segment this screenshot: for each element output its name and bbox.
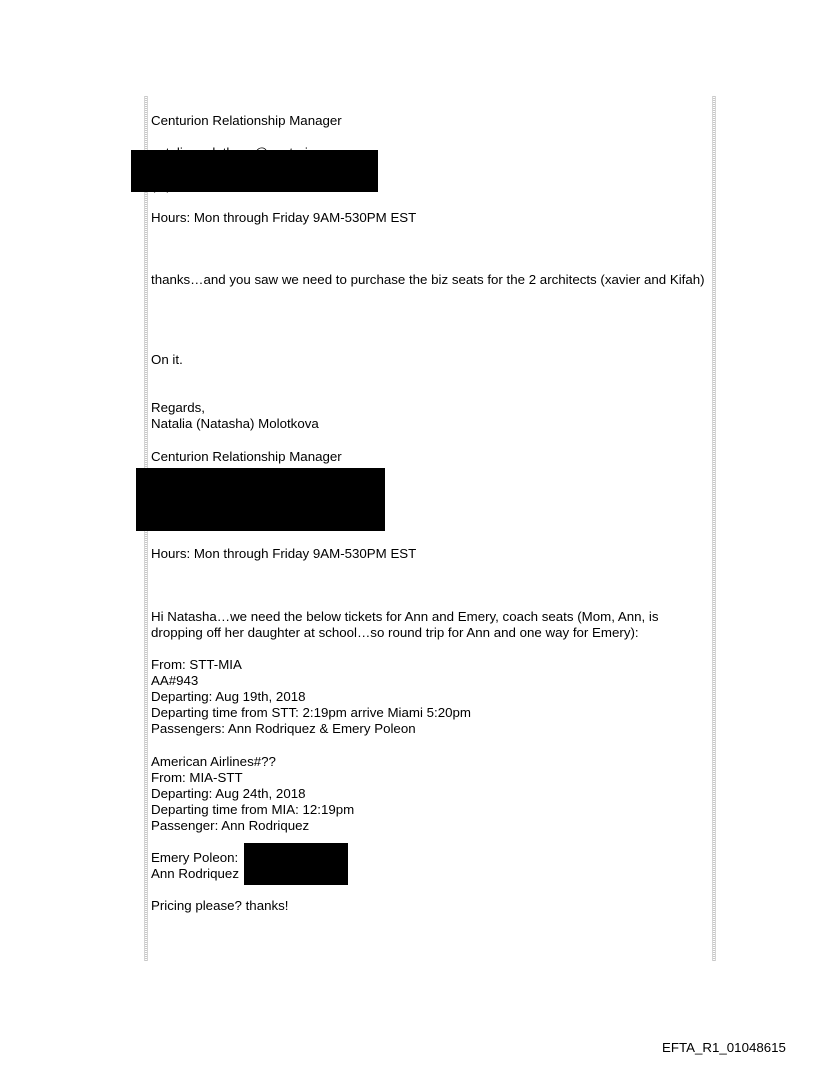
redaction-box (136, 468, 385, 531)
right-border-rule (712, 96, 716, 961)
signature-title: Centurion Relationship Manager (151, 449, 342, 464)
document-id: EFTA_R1_01048615 (662, 1040, 786, 1055)
signature-hours: Hours: Mon through Friday 9AM-530PM EST (151, 210, 417, 225)
email-message-text: Hi Natasha…we need the below tickets for Ann and Emery, coach seats (Mom, Ann, is dropping off her daughter at school…so round trip for Ann and one way for Emery): (151, 609, 659, 640)
signature-name: Natalia (Natasha) Molotkova (151, 416, 319, 431)
itinerary-line: Passenger: Ann Rodriquez (151, 818, 310, 833)
itinerary-line: From: STT-MIA (151, 657, 242, 672)
itinerary-line: Departing time from MIA: 12:19pm (151, 802, 355, 817)
itinerary-line: From: MIA-STT (151, 770, 243, 785)
itinerary-line: AA#943 (151, 673, 199, 688)
itinerary-line: Departing time from STT: 2:19pm arrive Miami 5:20pm (151, 705, 471, 720)
passenger-id-label: Ann Rodriquez (151, 866, 239, 881)
redaction-box (131, 150, 378, 192)
email-message-text: On it. (151, 352, 183, 367)
itinerary-line: Departing: Aug 24th, 2018 (151, 786, 306, 801)
email-closing: Pricing please? thanks! (151, 898, 289, 913)
signature-regards: Regards, (151, 400, 205, 415)
itinerary-line: Departing: Aug 19th, 2018 (151, 689, 306, 704)
email-message-text: thanks…and you saw we need to purchase the biz seats for the 2 architects (xavier and Kifah) (151, 272, 705, 287)
signature-hours: Hours: Mon through Friday 9AM-530PM EST (151, 546, 417, 561)
redaction-box (244, 843, 348, 885)
passenger-id-label: Emery Poleon: (151, 850, 239, 865)
itinerary-line: American Airlines#?? (151, 754, 276, 769)
signature-title: Centurion Relationship Manager (151, 113, 342, 128)
itinerary-line: Passengers: Ann Rodriquez & Emery Poleon (151, 721, 416, 736)
